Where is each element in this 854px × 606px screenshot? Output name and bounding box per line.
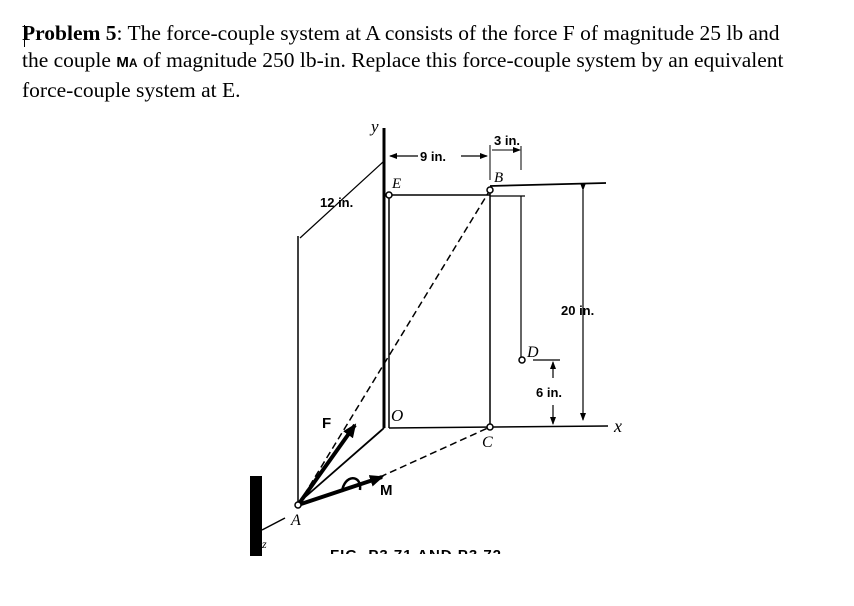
label-point-a: A xyxy=(291,512,301,529)
force-f-arrow xyxy=(298,425,355,505)
problem-line-2-pre: the couple xyxy=(22,48,117,72)
axis-label-y: y xyxy=(371,117,379,136)
moment-symbol-subscript: A xyxy=(128,56,138,70)
z-axis-stub xyxy=(262,518,285,530)
point-d-marker xyxy=(519,357,525,363)
problem-line-2-post: of magnitude 250 lb-in. Replace this force-couple system by an equivalent xyxy=(137,48,784,72)
figure-caption: FIG. P3.71 AND P3.72 xyxy=(330,547,503,564)
a-to-c-dashed xyxy=(380,427,490,477)
label-moment-m: M xyxy=(380,482,393,499)
label-force-f: F xyxy=(322,415,332,432)
x-axis-line xyxy=(389,426,608,428)
axis-label-x: x xyxy=(614,416,622,436)
label-dim-9: 9 in. xyxy=(420,149,447,164)
point-b-marker xyxy=(487,187,493,193)
point-a-marker xyxy=(295,502,301,508)
axis-label-z: z xyxy=(262,537,267,551)
label-point-e: E xyxy=(392,176,402,192)
label-dim-12: 12 in. xyxy=(320,195,354,210)
problem-line-3: force-couple system at E. xyxy=(22,78,241,102)
label-dim-20: 20 in. xyxy=(561,303,595,318)
point-e-marker xyxy=(386,192,392,198)
a-to-b-dashed xyxy=(298,190,490,505)
problem-line-1-text: : The force-couple system at A consists of the force F of magnitude 25 lb and xyxy=(116,21,780,45)
label-point-d: D xyxy=(527,344,539,361)
label-dim-6: 6 in. xyxy=(536,385,563,400)
label-point-b: B xyxy=(494,170,504,186)
dashed-lines xyxy=(298,190,490,505)
label-point-c: C xyxy=(482,434,493,451)
label-point-o: O xyxy=(391,406,404,425)
label-dim-3: 3 in. xyxy=(494,133,521,148)
moment-symbol: MA xyxy=(116,54,138,71)
left-edge-strip xyxy=(250,476,285,556)
moment-shaft xyxy=(298,477,382,505)
moment-arrow xyxy=(298,477,382,505)
top-right-line xyxy=(490,183,606,186)
left-edge-bar xyxy=(250,476,262,556)
force-f-shaft xyxy=(298,425,355,505)
caption-clip xyxy=(330,547,502,564)
point-c-marker xyxy=(487,424,493,430)
problem-label: Problem 5 xyxy=(22,21,117,45)
o-to-a-line xyxy=(296,428,384,505)
